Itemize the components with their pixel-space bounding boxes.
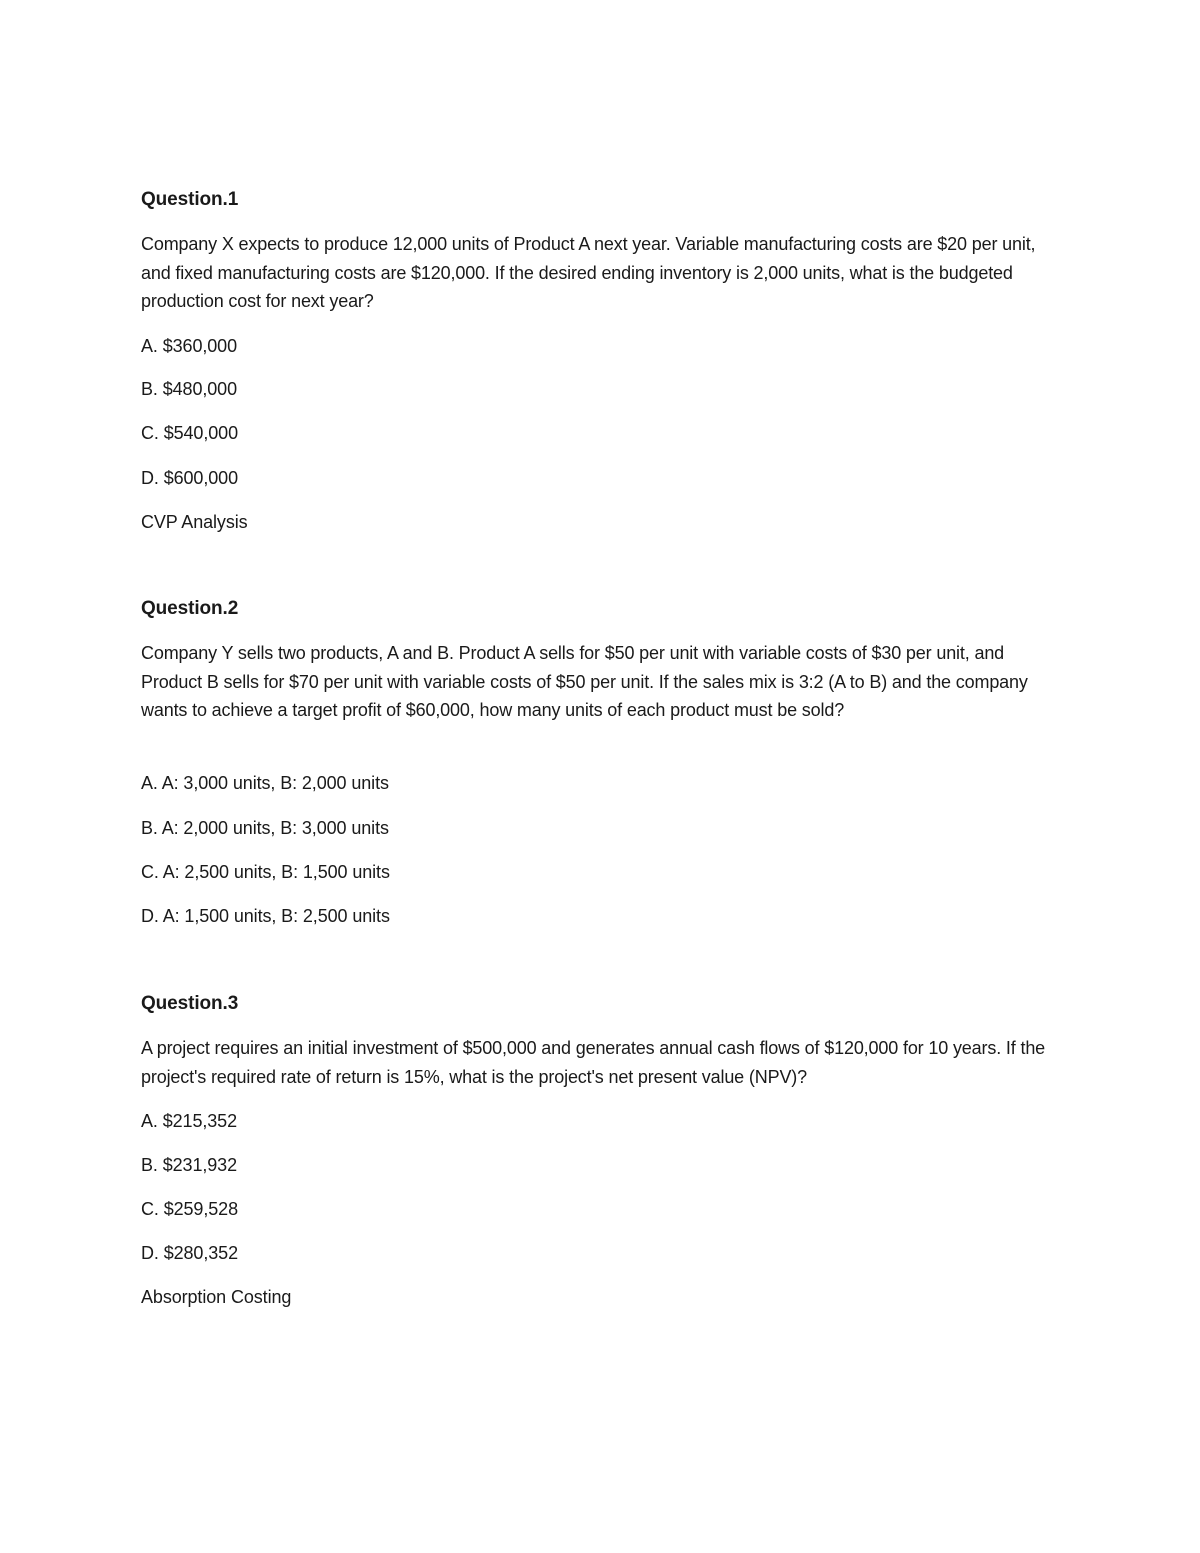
section-label: CVP Analysis xyxy=(141,512,248,532)
question-2 xyxy=(141,597,1061,926)
question-heading: Question.1 xyxy=(141,189,239,210)
option-b: B. A: 2,000 units, B: 3,000 units xyxy=(141,818,389,838)
section-label: Absorption Costing xyxy=(141,1287,292,1307)
question-3 xyxy=(141,992,1061,1307)
option-b: B. $480,000 xyxy=(141,379,237,399)
option-a: A. $215,352 xyxy=(141,1111,237,1131)
question-heading: Question.3 xyxy=(141,993,239,1014)
option-d: D. A: 1,500 units, B: 2,500 units xyxy=(141,906,390,926)
option-c: C. $540,000 xyxy=(141,423,238,443)
question-text: Company X expects to produce 12,000 units of Product A next year. Variable manufacturing costs are $20 per unit, and fixed manufacturing costs are $120,000. If the desired ending inventory is 2,000 units, what is the budgeted production cost for next year? xyxy=(141,234,1036,311)
question-text: A project requires an initial investment of $500,000 and generates annual cash flows of $120,000 for 10 years. If the project's required rate of return is 15%, what is the project's net present value (NPV)? xyxy=(141,1038,1046,1087)
option-c: C. A: 2,500 units, B: 1,500 units xyxy=(141,862,390,882)
option-b: B. $231,932 xyxy=(141,1155,237,1175)
option-c: C. $259,528 xyxy=(141,1199,238,1219)
option-a: A. A: 3,000 units, B: 2,000 units xyxy=(141,773,389,793)
option-d: D. $280,352 xyxy=(141,1243,238,1263)
question-1 xyxy=(141,188,1061,532)
question-text: Company Y sells two products, A and B. Product A sells for $50 per unit with variable costs of $30 per unit, and Product B sells for $70 per unit with variable costs of $50 per unit. If the sales mix is 3:2 (A to B) and the company wants to achieve a target profit of $60,000, how many units of each product must be sold? xyxy=(141,643,1028,720)
option-a: A. $360,000 xyxy=(141,336,237,356)
question-heading: Question.2 xyxy=(141,598,239,619)
option-d: D. $600,000 xyxy=(141,468,238,488)
